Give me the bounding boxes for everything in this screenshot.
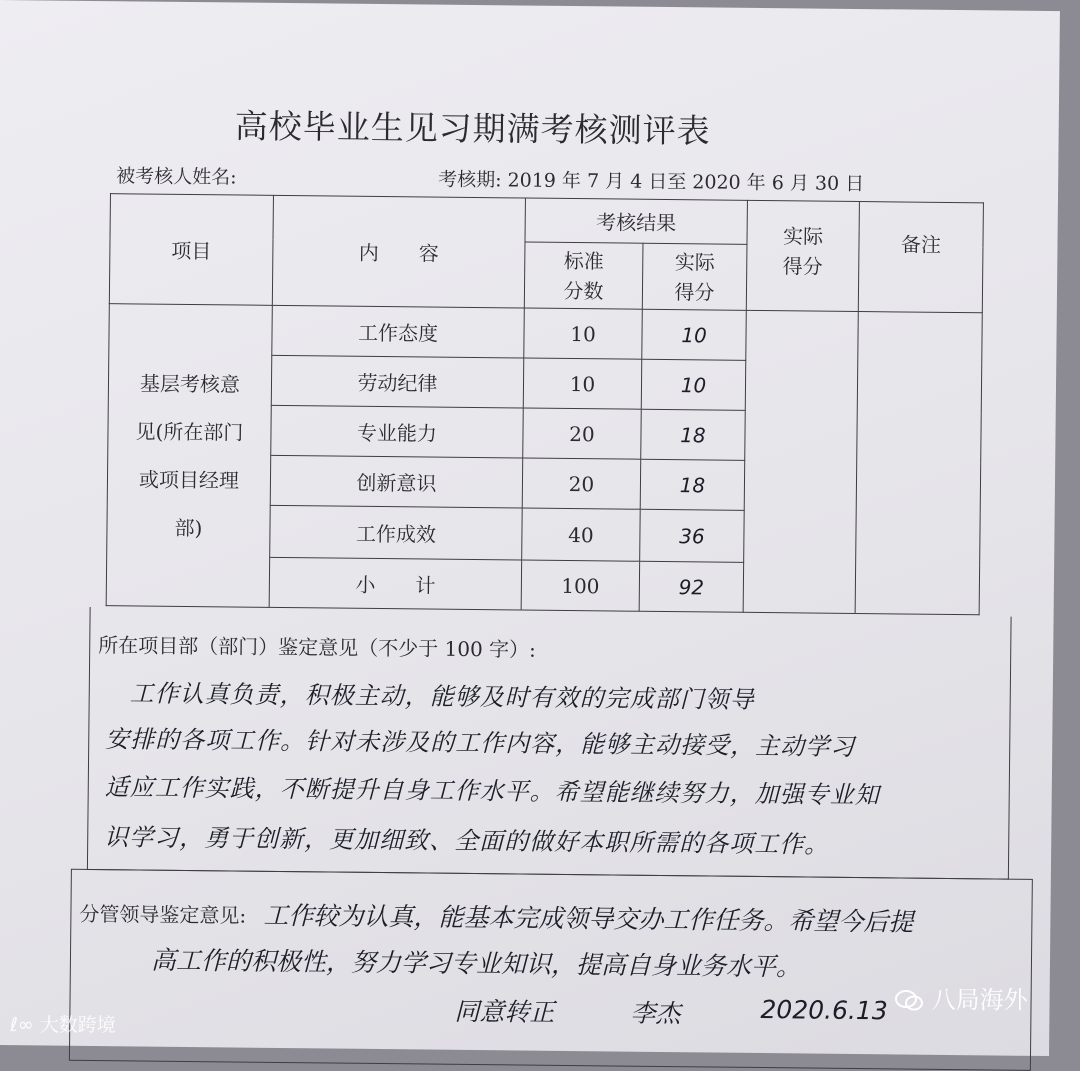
category-line-3: 或项目经理 [138,466,240,493]
actual-total-cell [743,310,858,613]
row-actual: 36 [640,509,745,562]
agree-promotion-note: 同意转正 [454,996,555,1027]
watermark-right: 八局海外 [894,980,1028,1015]
opinion-line-4: 识学习，勇于创新，更加细致、全面的做好本职所需的各项工作。 [104,823,830,859]
header-item: 项目 [109,194,273,306]
score-table [106,193,984,615]
watermark-logo-icon: ℓ∞ [10,1014,34,1036]
subtotal-actual: 92 [639,561,744,612]
header-standard: 标准分数 [524,242,643,309]
assessment-period: 考核期: 2019 年 7 月 4 日至 2020 年 6 月 30 日 [438,168,865,196]
leader-opinion-label: 分管领导鉴定意见: [79,901,247,928]
opinion-line-2: 安排的各项工作。针对未涉及的工作内容，能够主动接受，主动学习 [105,725,856,761]
remark-cell [855,312,982,615]
subtotal-label: 小 计 [269,557,522,610]
row-standard: 20 [523,408,642,459]
opinion-line-1: 工作认真负责，积极主动，能够及时有效的完成部门领导 [129,679,755,714]
category-line-2: 见(所在部门 [135,418,244,445]
leader-signature: 李杰 [630,998,681,1029]
header-actual-total: 实际得分 [746,200,859,311]
header-result: 考核结果 [525,198,747,244]
row-content: 专业能力 [271,405,524,458]
row-standard: 10 [523,358,642,409]
row-actual: 10 [642,309,747,360]
form-title: 高校毕业生见习期满考核测评表 [234,106,711,151]
row-content: 创新意识 [270,455,523,508]
row-content: 工作成效 [270,505,523,560]
row-content: 工作态度 [272,305,525,358]
header-remark: 备注 [858,202,983,313]
header-actual: 实际得分 [642,243,747,310]
row-actual: 10 [641,359,746,410]
row-actual: 18 [640,459,745,510]
row-standard: 40 [522,508,641,561]
sign-date: 2020.6.13 [760,995,888,1026]
category-line-4: 部) [174,515,203,540]
leader-opinion-box [69,869,1033,1071]
leader-opinion-line-2: 高工作的积极性，努力学习专业知识，提高自身业务水平。 [150,945,802,982]
row-standard: 20 [522,458,641,509]
opinion-line-3: 适应工作实践，不断提升自身工作水平。希望能继续努力，加强专业知 [104,773,880,810]
row-standard: 10 [524,308,643,359]
name-label: 被考核人姓名: [116,165,237,189]
category-line-1: 基层考核意 [139,370,241,397]
leader-opinion-line-1: 工作较为认真，能基本完成领导交办工作任务。希望今后提 [263,900,914,937]
watermark-left: ℓ∞ 大数跨境 [10,1014,116,1036]
category-cell [106,304,272,608]
row-actual: 18 [641,409,746,460]
department-opinion-box [87,607,1012,880]
wechat-icon [894,986,932,1014]
subtotal-standard: 100 [521,560,640,611]
department-opinion-label: 所在项目部（部门）鉴定意见（不少于 100 字）: [98,633,536,662]
row-content: 劳动纪律 [271,355,524,408]
header-content: 内 容 [272,195,525,308]
